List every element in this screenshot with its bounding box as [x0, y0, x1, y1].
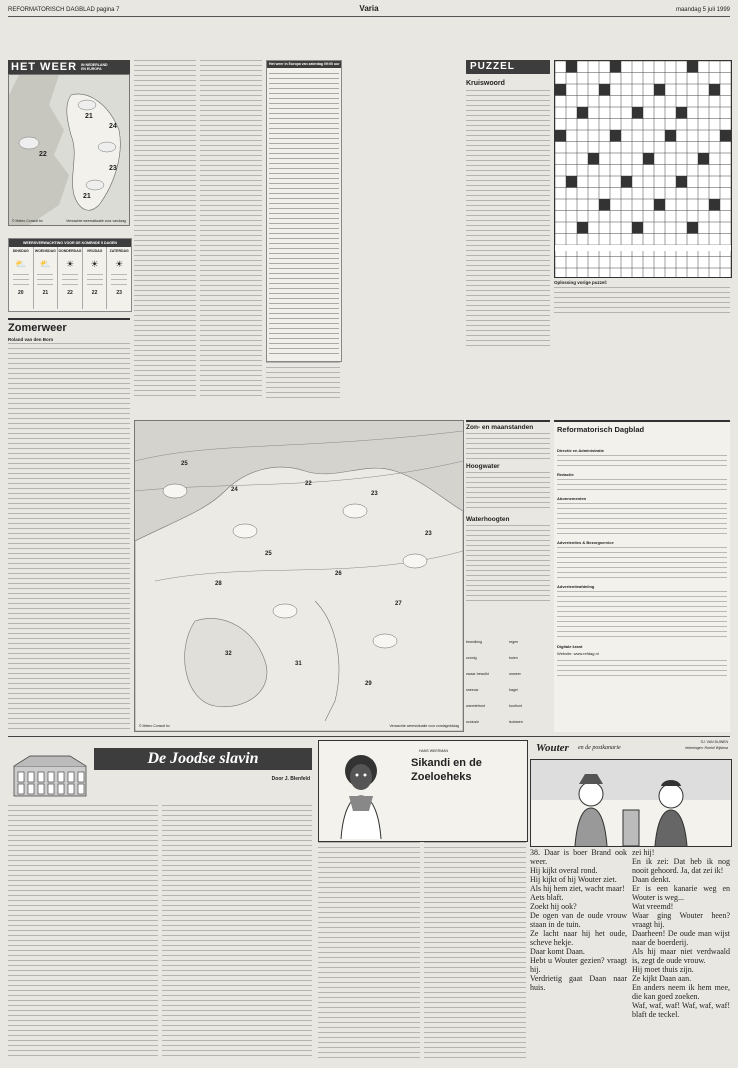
map-temp: 23 — [425, 531, 432, 537]
puzzle-logo: PUZZEL — [466, 60, 550, 74]
forecast-temp: 20 — [18, 290, 24, 296]
forecast-temp: 22 — [91, 290, 98, 296]
map-legend — [466, 640, 550, 730]
story-line: 38. Daar is boer Brand ook weer. — [530, 848, 627, 866]
story-line: Waar ging Wouter heen? vraagt hij. — [632, 911, 730, 929]
story-line: Hij kijkt of hij Wouter ziet. — [530, 875, 617, 884]
sikandi-header — [318, 740, 528, 842]
sun-icon: ☀ — [90, 259, 99, 269]
sikandi-title: Zoeloeheks — [411, 771, 472, 783]
puzzle-title: Kruiswoord — [466, 80, 505, 87]
jews-byline: Door J. Blenfeld — [271, 776, 310, 782]
weather-text-column — [266, 362, 340, 400]
wouter-subtitle: en de postkanarie — [578, 745, 621, 751]
map-temp: 24 — [109, 123, 117, 130]
forecast-day — [9, 247, 34, 309]
europe-map — [134, 420, 464, 732]
map-temp: 23 — [109, 165, 117, 172]
crossword-grid-svg — [555, 61, 731, 277]
jews-title: De Joodse slavin — [94, 748, 312, 770]
jews-story-header — [8, 740, 314, 804]
forecast-temp: 22 — [67, 290, 73, 296]
forecast-day-name: VRIJDAG — [86, 249, 103, 253]
weather-text-column — [200, 60, 262, 400]
colophon-heading: Advertentieafdeling — [557, 584, 595, 589]
zomerweer-article — [8, 318, 130, 342]
sikandi-title: Sikandi en de — [411, 757, 482, 769]
colophon-website[interactable]: Website: www.refdag.nl — [557, 651, 599, 656]
sun-cloud-icon: ⛅ — [39, 259, 51, 269]
sikandi-body — [424, 842, 526, 1060]
story-line: zei hij! — [632, 848, 655, 857]
legend-item: zwaar bewolkt — [466, 672, 489, 676]
story-line: Daarheen! De oude man wijst naar de boerderij. — [632, 929, 730, 947]
map-temp: 21 — [85, 113, 93, 120]
legend-item: sneeuw — [466, 688, 479, 692]
story-line: Als hij hem ziet, wacht maar! — [530, 884, 625, 893]
legend-item: buien — [509, 656, 518, 660]
colophon-heading: Abonnementen — [557, 496, 587, 501]
forecast-text — [111, 274, 127, 286]
sun-cloud-icon: ⛅ — [15, 259, 27, 269]
header-date: maandag 5 juli 1999 — [675, 7, 730, 13]
map-temp: 24 — [231, 487, 238, 493]
netherlands-map-svg — [9, 75, 130, 225]
waterhoogten-title: Waterhoogten — [466, 516, 510, 523]
colophon-text — [557, 503, 727, 537]
forecast-temp: 23 — [116, 290, 122, 296]
header-left: REFORMATORISCH DAGBLAD pagina 7 — [8, 7, 120, 13]
europe-map-credit: © Meteo Consult bv — [139, 724, 170, 728]
story-line: Aets blaft. — [530, 893, 564, 902]
sun-icon: ☀ — [65, 259, 75, 269]
story-line: Daan denkt. — [632, 875, 671, 884]
map-temp: 27 — [395, 601, 402, 607]
map-temp: 31 — [295, 661, 302, 667]
story-line: Waf, waf, waf! Waf, waf, waf! blaft de teckel. — [632, 1001, 730, 1019]
story-line: Ze lacht naar hij het oude, scheve hekje. — [530, 929, 627, 947]
crossword-grid[interactable] — [554, 60, 732, 278]
wouter-story-col2 — [632, 848, 730, 1019]
story-line: Als hij maar niet verdwaald is, zegt de oude vrouw. — [632, 947, 730, 965]
forecast-day — [83, 247, 108, 309]
puzzle-clues — [466, 90, 550, 350]
sun-icon: ☀ — [115, 259, 124, 269]
forecast-text — [87, 274, 103, 286]
waterhoogten-text — [466, 525, 550, 605]
story-line: En ik zei: Dat heb ik nog nooit gehoord. Ja, dat zei ik! — [632, 857, 730, 875]
map-temp: 29 — [365, 681, 372, 687]
weather-logo-sub: IN NEDERLAND EN EUROPA — [81, 63, 108, 71]
colophon-text — [557, 479, 727, 493]
story-line: Wat vreemd! — [632, 902, 674, 911]
forecast-text — [62, 274, 78, 286]
colophon-heading: Redactie — [557, 472, 574, 477]
colophon-text — [557, 591, 727, 641]
story-line: Ze kijkt Daan aan. — [632, 974, 692, 983]
map-temp: 25 — [181, 461, 188, 467]
europe-table-rows — [269, 73, 339, 357]
map-credit: © Meteo Consult bv — [12, 219, 43, 223]
article-byline: Roland van den Born — [8, 337, 54, 342]
solution-text — [554, 287, 730, 317]
wouter-credit: SJ. VAN DUINEN — [700, 740, 728, 744]
colophon-text — [557, 660, 727, 678]
colophon-title: Reformatorisch Dagblad — [557, 425, 645, 434]
europe-weather-table — [266, 60, 342, 362]
forecast-day — [107, 247, 131, 309]
jews-body — [8, 805, 158, 1060]
legend-item: regen — [509, 640, 519, 644]
story-line: Zoekt hij ook? — [530, 902, 577, 911]
europe-map-note: Verwachte weerssituatie voor zondagmiddag — [389, 724, 459, 728]
weather-logo — [8, 60, 130, 74]
forecast-day-name: DINSDAG — [12, 249, 29, 253]
netherlands-map — [8, 74, 130, 226]
hoogwater-text — [466, 472, 550, 512]
colophon-text — [557, 455, 727, 469]
map-temp: 22 — [39, 151, 47, 158]
story-line: De ogen van de oude vrouw staan in de tuin. — [530, 911, 627, 929]
colophon — [554, 420, 730, 732]
legend-item: occlusie — [466, 720, 479, 724]
weather-map-panel — [8, 60, 130, 236]
map-note: Verwachte weerssituatie voor vandaag — [66, 219, 126, 223]
wouter-header — [530, 740, 730, 758]
header-section: Varia — [359, 4, 379, 13]
colophon-heading: Digitale krant — [557, 644, 583, 649]
puzzle-header — [466, 60, 550, 87]
legend-item: koufront — [509, 704, 522, 708]
colophon-heading: Directie en Administratie — [557, 448, 604, 453]
puzzle-solution — [554, 280, 730, 285]
forecast-title: WEERSVERWACHTING VOOR DE KOMENDE 5 DAGEN — [9, 239, 131, 247]
map-temp: 26 — [335, 571, 342, 577]
five-day-forecast — [8, 238, 132, 312]
wouter-credit: tekeningen: Roelof Wijstma — [685, 746, 728, 750]
legend-item: isobaren — [509, 720, 523, 724]
forecast-day-name: DONDERDAG — [58, 249, 82, 253]
sun-moon-title: Zon- en maanstanden — [466, 420, 550, 431]
colophon-heading: Advertenties & Bezorgservice — [557, 540, 614, 545]
forecast-text — [37, 274, 53, 286]
sun-moon-text — [466, 433, 550, 459]
sun-moon-section — [466, 420, 550, 605]
story-line: En anders neem ik hem mee, die kan goed zoeken. — [632, 983, 730, 1001]
colosseum-illustration — [10, 742, 90, 802]
weather-text-column — [134, 60, 196, 400]
map-temp: 32 — [225, 651, 232, 657]
map-temp: 28 — [215, 581, 222, 587]
map-temp: 25 — [265, 551, 272, 557]
colophon-text — [557, 547, 727, 581]
legend-item: warmtefront — [466, 704, 485, 708]
europe-table-title: Het weer in Europa van zaterdag 09:00 uur — [269, 62, 340, 66]
wouter-cartoon — [530, 759, 732, 847]
forecast-temp: 21 — [42, 290, 49, 296]
hoogwater-title: Hoogwater — [466, 463, 500, 470]
legend-item: onweer — [509, 672, 521, 676]
section-divider — [8, 736, 730, 737]
sikandi-illustration — [321, 741, 401, 839]
map-temp: 23 — [371, 491, 378, 497]
jews-body — [162, 805, 312, 1060]
legend-item: hagel — [509, 688, 518, 692]
wouter-cartoon-svg — [531, 760, 731, 846]
zomerweer-body — [8, 343, 130, 733]
legend-item: zonnig — [466, 656, 477, 660]
sikandi-body — [318, 842, 420, 1060]
story-line: Hebt u Wouter gezien? vraagt hij. — [530, 956, 627, 974]
map-temp: 21 — [83, 193, 91, 200]
story-line: Er is een kanarie weg en Wouter is weg... — [632, 884, 730, 902]
legend-item: bewolking — [466, 640, 482, 644]
wouter-title: Wouter — [536, 742, 569, 754]
solution-title: Oplossing vorige puzzel: — [554, 280, 608, 285]
wouter-story-col1 — [530, 848, 627, 992]
article-title: Zomerweer — [8, 318, 130, 334]
page-header — [8, 4, 730, 17]
europe-map-svg — [135, 421, 463, 731]
story-line: Daar komt Daan. — [530, 947, 585, 956]
weather-logo-text: HET WEER — [11, 61, 78, 73]
map-temp: 22 — [305, 481, 312, 487]
forecast-day — [58, 247, 83, 309]
forecast-day-name: WOENSDAG — [34, 249, 56, 253]
story-line: Hij moet thuis zijn. — [632, 965, 694, 974]
forecast-day-name: ZATERDAG — [109, 249, 129, 253]
sikandi-author: HANS WEERMAN — [419, 749, 448, 753]
story-line: Verdrietig gaat Daan naar huis. — [530, 974, 627, 992]
forecast-day — [34, 247, 59, 309]
forecast-text — [13, 274, 29, 286]
story-line: Hij kijkt overal rond. — [530, 866, 598, 875]
